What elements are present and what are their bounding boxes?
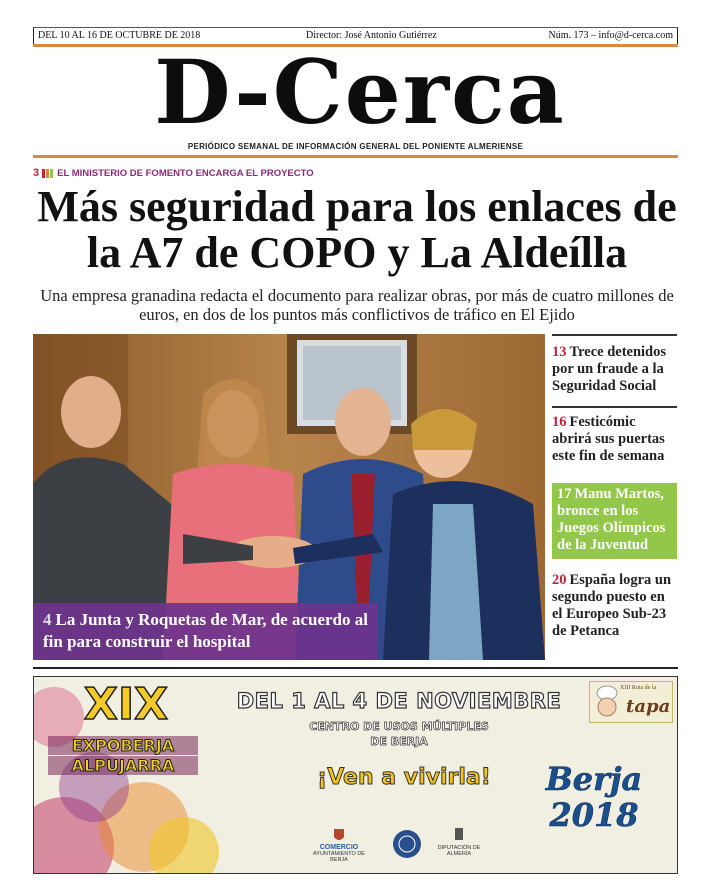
ad-brand-name: Berja: [545, 760, 643, 798]
tapa-title: tapa: [626, 696, 671, 717]
ad-event-line2: ALPUJARRA: [48, 756, 198, 775]
ruta-tapa-badge: [589, 681, 673, 723]
director-credit: Director: José Antonio Gutiérrez: [306, 30, 437, 41]
ad-year: 2018: [549, 796, 639, 834]
section-divider: [33, 667, 678, 669]
ad-venue-line1: CENTRO DE USOS MÚLTIPLES: [309, 720, 489, 733]
photo-caption[interactable]: [33, 603, 378, 660]
lead-headline[interactable]: Más seguridad para los enlaces de la A7 de COPO y La Aldeílla: [37, 182, 677, 277]
chef-icon: [592, 683, 622, 723]
sidebar-item[interactable]: [552, 414, 677, 465]
masthead-tagline: PERIÓDICO SEMANAL DE INFORMACIÓN GENERAL DEL PONIENTE ALMERIENSE: [187, 142, 524, 151]
caption-page-number: 4: [43, 610, 52, 629]
tapa-subtitle: XIII Ruta de la: [620, 685, 657, 691]
sidebar-item-highlight[interactable]: [552, 483, 677, 559]
ad-venue-line2: DE BERJA: [370, 735, 428, 748]
sidebar-rule: [552, 334, 677, 336]
sidebar-text: España logra un segundo puesto en el Europeo Sub-23 de Petanca: [552, 572, 672, 639]
issue-date: DEL 10 AL 16 DE OCTUBRE DE 2018: [38, 30, 201, 41]
masthead-logo: D-Cerca: [154, 40, 566, 144]
diputacion-logo: [434, 827, 484, 857]
kicker-bars-icon: [42, 169, 53, 178]
issue-number-contact: Núm. 173 – info@d-cerca.com: [548, 30, 673, 41]
sidebar-rule: [552, 406, 677, 408]
seal-logo-icon: [392, 829, 422, 859]
ad-slogan: ¡Ven a vivirla!: [317, 765, 491, 790]
ad-event-line1: EXPOBERJA: [48, 736, 198, 755]
ad-venue: [214, 719, 584, 749]
kicker-text: EL MINISTERIO DE FOMENTO ENCARGA EL PROYECTO: [57, 167, 314, 179]
masthead-divider: [33, 155, 678, 158]
ad-edition: XIX: [83, 679, 169, 730]
sidebar-item[interactable]: [552, 344, 677, 395]
ad-dates: DEL 1 AL 4 DE NOVIEMBRE: [236, 689, 562, 713]
sidebar-page-number: 16: [552, 414, 567, 430]
lead-subhead: Una empresa granadina redacta el documento para realizar obras, por más de cuatro millones de euros, en dos de los puntos más conflictivos de tráfico en El Ejido: [40, 286, 674, 324]
ad-event-name: [48, 735, 198, 776]
diputacion-crest-icon: [452, 827, 466, 843]
sidebar-text: Trece detenidos por un fraude a la Seguridad Social: [552, 344, 667, 394]
crest-icon: [331, 827, 347, 843]
sidebar-text: Festicómic abrirá sus puertas este fin de semana: [552, 414, 665, 464]
sidebar-page-number: 13: [552, 344, 567, 360]
lead-kicker: [33, 166, 314, 180]
caption-text: La Junta y Roquetas de Mar, de acuerdo al fin para construir el hospital: [43, 610, 368, 651]
sidebar-item[interactable]: [552, 572, 677, 640]
expoberja-advert[interactable]: [33, 676, 678, 874]
ad-brand: [524, 761, 664, 833]
sidebar-page-number: 20: [552, 572, 567, 588]
kicker-page-number: 3: [33, 167, 40, 179]
diputacion-logo-name: DIPUTACIÓN DE ALMERÍA: [437, 845, 481, 857]
comercio-logo: [304, 827, 374, 863]
sidebar-page-number: 17: [557, 486, 572, 502]
sidebar-text: Manu Martos, bronce en los Juegos Olímpicos de la Juventud: [557, 486, 666, 553]
comercio-logo-name: COMERCIO: [319, 844, 359, 851]
comercio-logo-council: AYUNTAMIENTO DE BERJA: [313, 851, 365, 863]
